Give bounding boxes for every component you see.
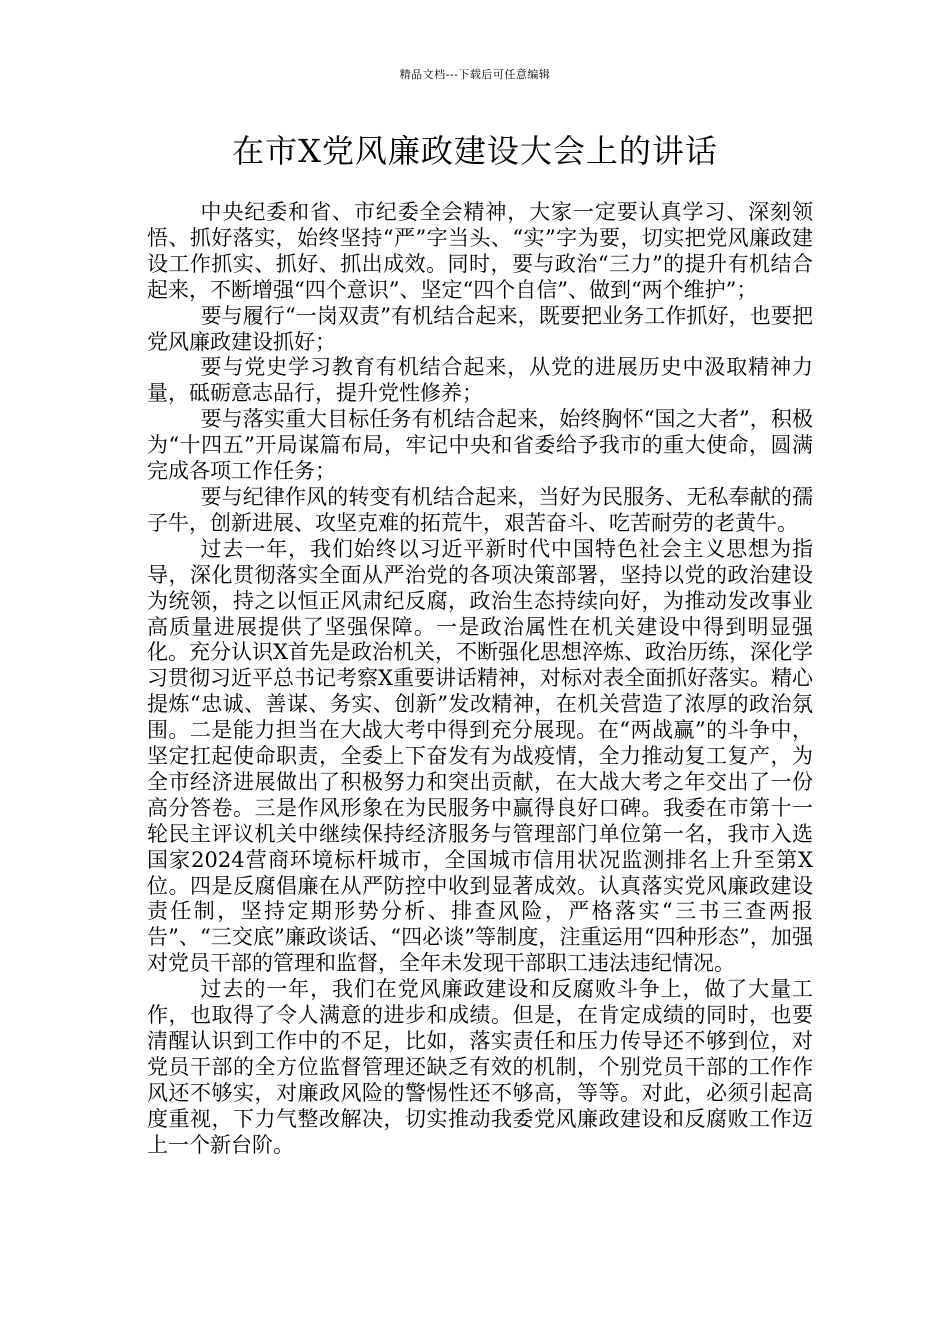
- header-note: 精品文档---下载后可任意编辑: [399, 68, 551, 81]
- paragraph: 中央纪委和省、市纪委全会精神，大家一定要认真学习、深刻领悟、抓好落实，始终坚持“严”字当头、“实”字为要，切实把党风廉政建设工作抓实、抓好、抓出成效。同时，要与政治“三力”的提升有机结合起来，不断增强“四个意识”、坚定“四个自信”、做到“两个维护”；: [147, 200, 813, 302]
- document-title: 在市X党风廉政建设大会上的讲话: [232, 132, 718, 170]
- paragraph: 过去的一年，我们在党风廉政建设和反腐败斗争上，做了大量工作，也取得了令人满意的进步和成绩。但是，在肯定成绩的同时，也要清醒认识到工作中的不足，比如，落实责任和压力传导还不够到位，对党员干部的全方位监督管理还缺乏有效的机制，个别党员干部的工作作风还不够实，对廉政风险的警惕性还不够高，等等。对此，必须引起高度重视，下力气整改解决，切实推动我委党风廉政建设和反腐败工作迈上一个新台阶。: [147, 977, 813, 1157]
- paragraph: 要与履行“一岗双责”有机结合起来，既要把业务工作抓好，也要把党风廉政建设抓好；: [147, 303, 813, 354]
- paragraph: 要与纪律作风的转变有机结合起来，当好为民服务、无私奉献的孺子牛，创新进展、攻坚克难的拓荒牛，艰苦奋斗、吃苦耐劳的老黄牛。: [147, 484, 813, 535]
- paragraph: 要与党史学习教育有机结合起来，从党的进展历史中汲取精神力量，砥砺意志品行，提升党性修养；: [147, 355, 813, 406]
- document-body: [147, 200, 813, 1159]
- paragraph: 要与落实重大目标任务有机结合起来，始终胸怀“国之大者”，积极为“十四五”开局谋篇布局，牢记中央和省委给予我市的重大使命，圆满完成各项工作任务；: [147, 407, 813, 484]
- paragraph: 过去一年，我们始终以习近平新时代中国特色社会主义思想为指导，深化贯彻落实全面从严治党的各项决策部署，坚持以党的政治建设为统领，持之以恒正风肃纪反腐，政治生态持续向好，为推动发改事业高质量进展提供了坚强保障。一是政治属性在机关建设中得到明显强化。充分认识X首先是政治机关，不断强化思想淬炼、政治历练，深化学习贯彻习近平总书记考察X重要讲话精神，对标对表全面抓好落实。精心提炼“忠诚、善谋、务实、创新”发改精神，在机关营造了浓厚的政治氛围。二是能力担当在大战大考中得到充分展现。在“两战赢”的斗争中，坚定扛起使命职责，全委上下奋发有为战疫情，全力推动复工复产，为全市经济进展做出了积极努力和突出贡献，在大战大考之年交出了一份高分答卷。三是作风形象在为民服务中赢得良好口碑。我委在市第十一轮民主评议机关中继续保持经济服务与管理部门单位第一名，我市入选国家2024营商环境标杆城市，全国城市信用状况监测排名上升至第X位。四是反腐倡廉在从严防控中收到显著成效。认真落实党风廉政建设责任制，坚持定期形势分析、排查风险，严格落实“三书三查两报告”、“三交底”廉政谈话、“四必谈”等制度，注重运用“四种形态”，加强对党员干部的管理和监督，全年未发现干部职工违法违纪情况。: [147, 536, 813, 976]
